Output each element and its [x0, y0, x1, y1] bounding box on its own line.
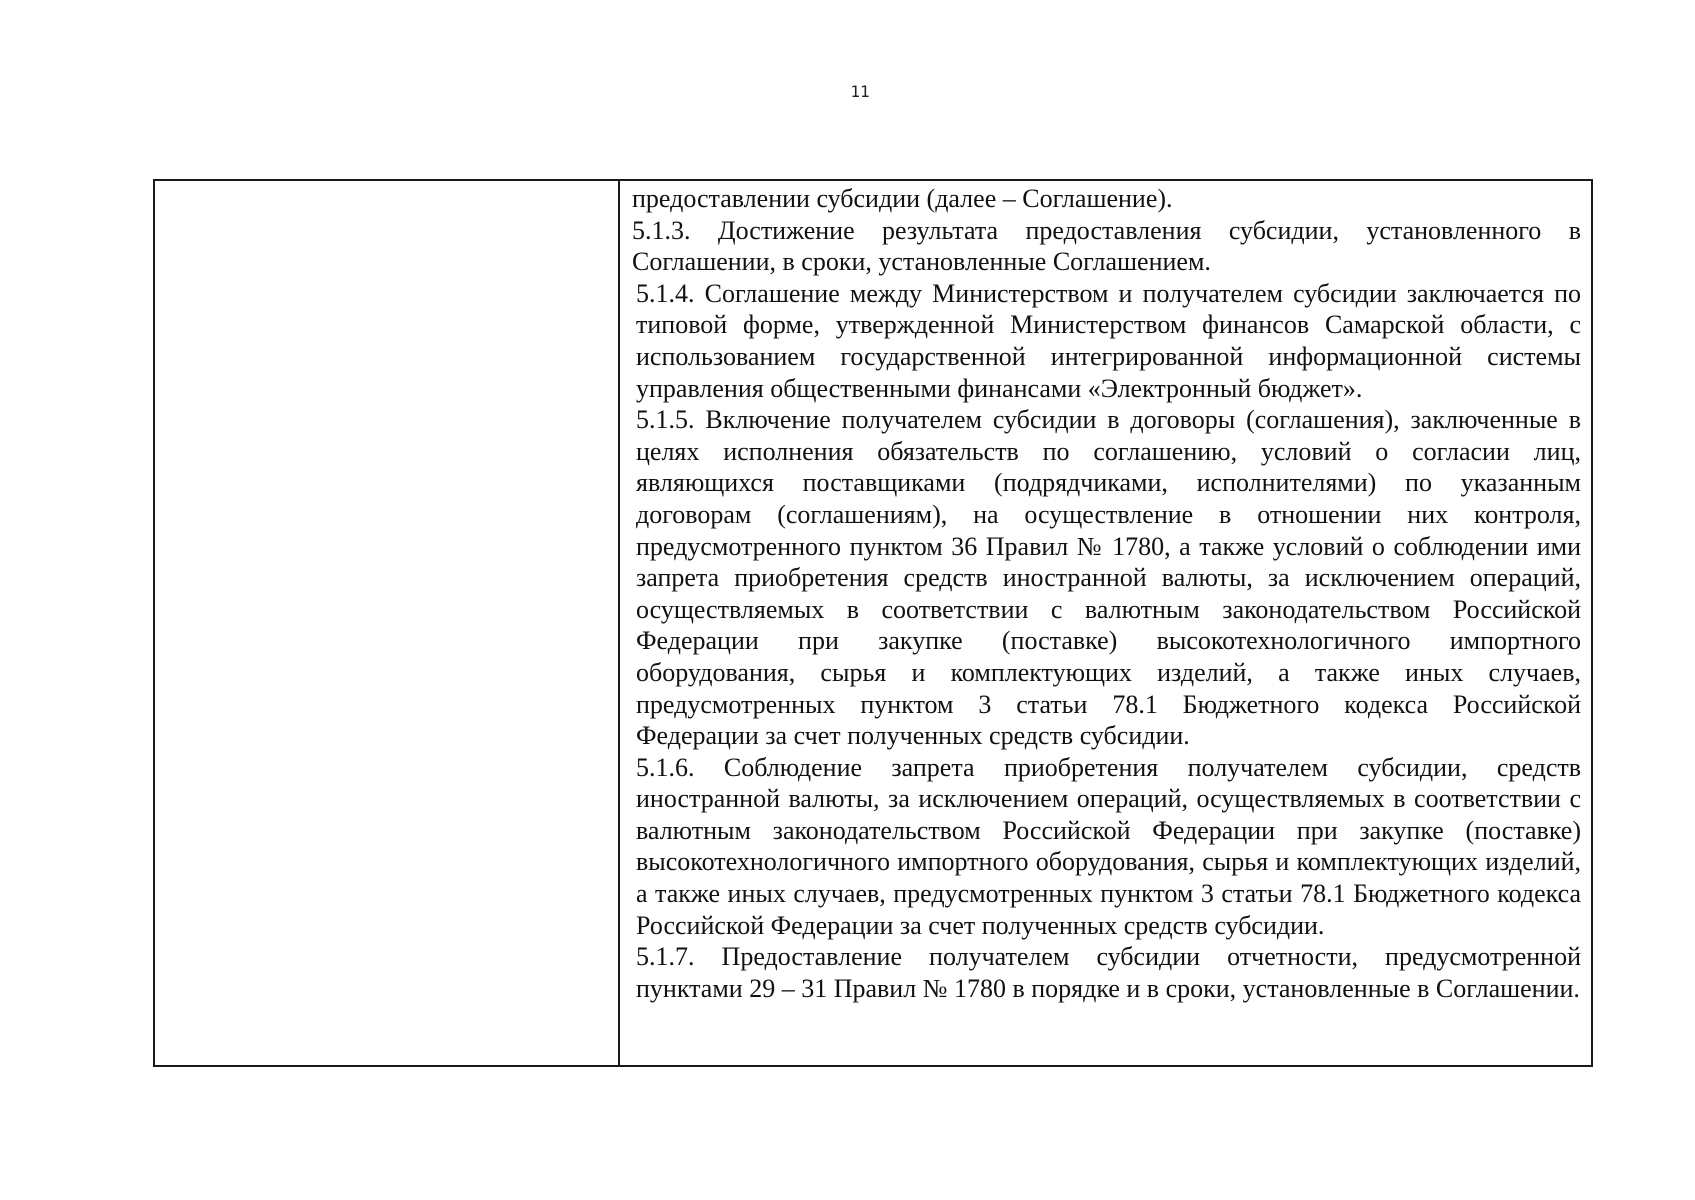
page-number: 11 [850, 82, 870, 101]
paragraph-5-1-4: 5.1.4. Соглашение между Министерством и получателем субсидии заключается по типовой форме, утвержденной Министерством финансов Самарской области, с использованием государственной интегрированной информационной системы управления общественными финансами «Электронный бюджет». [636, 278, 1581, 403]
table-cell-right [620, 181, 1591, 1065]
paragraph-5-1-7: 5.1.7. Предоставление получателем субсидии отчетности, предусмотренной пунктами 29 – 31 Правил № 1780 в порядке и в сроки, установленные в Соглашении. [636, 942, 1581, 1003]
table-cell-left-empty [155, 181, 620, 1065]
paragraph-5-1-5: 5.1.5. Включение получателем субсидии в договоры (соглашения), заключенные в целях исполнения обязательств по соглашению, условий о согласии лиц, являющихся поставщиками (подрядчиками, исполнителями) по указанным договорам (соглашениям), на осуществление в отношении них контроля, предусмотренного пунктом 36 Правил № 1780, а также условий о соблюдении ими запрета приобретения средств иностранной валюты, за исключением операций, осуществляемых в соответствии с валютным законодательством Российской Федерации при закупке (поставке) высокотехнологичного импортного оборудования, сырья и комплектующих изделий, а также иных случаев, предусмотренных пунктом 3 статьи 78.1 Бюджетного кодекса Российской Федерации за счет полученных средств субсидии. [636, 405, 1581, 751]
paragraph-continuation: предоставлении субсидии (далее – Соглашение). [632, 184, 1173, 213]
paragraph-5-1-3: 5.1.3. Достижение результата предоставления субсидии, установленного в Соглашении, в сроки, установленные Соглашением. [632, 215, 1581, 277]
document-table [153, 179, 1593, 1067]
paragraph-5-1-6: 5.1.6. Соблюдение запрета приобретения получателем субсидии, средств иностранной валюты, за исключением операций, осуществляемых в соответствии с валютным законодательством Российской Федерации при закупке (поставке) высокотехнологичного импортного оборудования, сырья и комплектующих изделий, а также иных случаев, предусмотренных пунктом 3 статьи 78.1 Бюджетного кодекса Российской Федерации за счет полученных средств субсидии. [636, 752, 1581, 940]
